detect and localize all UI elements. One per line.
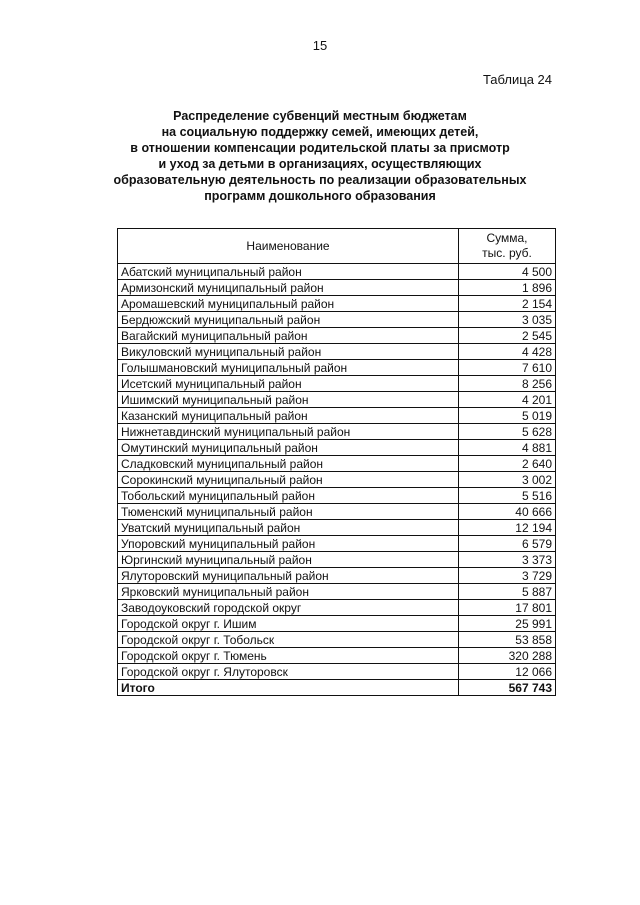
row-sum: 4 500 bbox=[459, 264, 556, 280]
table-row bbox=[118, 648, 556, 664]
row-sum: 2 154 bbox=[459, 296, 556, 312]
row-name: Тюменский муниципальный район bbox=[118, 504, 459, 520]
row-name: Ялуторовский муниципальный район bbox=[118, 568, 459, 584]
table-row bbox=[118, 408, 556, 424]
table-row bbox=[118, 536, 556, 552]
row-sum: 25 991 bbox=[459, 616, 556, 632]
row-sum: 2 640 bbox=[459, 456, 556, 472]
row-name: Городской округ г. Тобольск bbox=[118, 632, 459, 648]
table-row bbox=[118, 632, 556, 648]
table-label: Таблица 24 bbox=[482, 72, 552, 87]
table-row bbox=[118, 296, 556, 312]
table-row bbox=[118, 664, 556, 680]
row-name: Омутинский муниципальный район bbox=[118, 440, 459, 456]
table-row bbox=[118, 328, 556, 344]
row-sum: 5 628 bbox=[459, 424, 556, 440]
row-name: Юргинский муниципальный район bbox=[118, 552, 459, 568]
row-name: Городской округ г. Тюмень bbox=[118, 648, 459, 664]
table-body bbox=[118, 264, 556, 680]
row-name: Викуловский муниципальный район bbox=[118, 344, 459, 360]
total-label: Итого bbox=[118, 680, 459, 696]
header-sum bbox=[459, 229, 556, 264]
row-sum: 1 896 bbox=[459, 280, 556, 296]
table-row bbox=[118, 552, 556, 568]
row-sum: 4 881 bbox=[459, 440, 556, 456]
row-sum: 3 373 bbox=[459, 552, 556, 568]
row-name: Вагайский муниципальный район bbox=[118, 328, 459, 344]
row-sum: 5 887 bbox=[459, 584, 556, 600]
row-sum: 320 288 bbox=[459, 648, 556, 664]
total-row bbox=[118, 680, 556, 696]
title-line: в отношении компенсации родительской платы за присмотр bbox=[130, 141, 510, 155]
table-row bbox=[118, 392, 556, 408]
title-line: программ дошкольного образования bbox=[204, 189, 436, 203]
row-sum: 53 858 bbox=[459, 632, 556, 648]
row-sum: 4 201 bbox=[459, 392, 556, 408]
table-row bbox=[118, 376, 556, 392]
subvention-table bbox=[117, 228, 556, 696]
row-name: Исетский муниципальный район bbox=[118, 376, 459, 392]
row-name: Заводоуковский городской округ bbox=[118, 600, 459, 616]
header-sum-line1: Сумма, bbox=[486, 231, 528, 245]
table-row bbox=[118, 280, 556, 296]
row-sum: 7 610 bbox=[459, 360, 556, 376]
table-row bbox=[118, 600, 556, 616]
row-sum: 17 801 bbox=[459, 600, 556, 616]
table-row bbox=[118, 488, 556, 504]
row-name: Упоровский муниципальный район bbox=[118, 536, 459, 552]
title-line: Распределение субвенций местным бюджетам bbox=[173, 109, 467, 123]
table-row bbox=[118, 344, 556, 360]
row-name: Сладковский муниципальный район bbox=[118, 456, 459, 472]
row-name: Нижнетавдинский муниципальный район bbox=[118, 424, 459, 440]
row-sum: 5 516 bbox=[459, 488, 556, 504]
row-sum: 5 019 bbox=[459, 408, 556, 424]
row-sum: 40 666 bbox=[459, 504, 556, 520]
header-sum-line2: тыс. руб. bbox=[482, 246, 532, 260]
row-sum: 4 428 bbox=[459, 344, 556, 360]
row-sum: 12 194 bbox=[459, 520, 556, 536]
page-number: 15 bbox=[312, 38, 328, 53]
table-header-row bbox=[118, 229, 556, 264]
table-row bbox=[118, 520, 556, 536]
table-row bbox=[118, 456, 556, 472]
table-row bbox=[118, 504, 556, 520]
row-name: Сорокинский муниципальный район bbox=[118, 472, 459, 488]
row-name: Городской округ г. Ялуторовск bbox=[118, 664, 459, 680]
row-name: Тобольский муниципальный район bbox=[118, 488, 459, 504]
header-name: Наименование bbox=[118, 229, 459, 264]
row-name: Армизонский муниципальный район bbox=[118, 280, 459, 296]
table-row bbox=[118, 568, 556, 584]
table-row bbox=[118, 472, 556, 488]
table-row bbox=[118, 312, 556, 328]
row-name: Голышмановский муниципальный район bbox=[118, 360, 459, 376]
table-row bbox=[118, 360, 556, 376]
row-name: Бердюжский муниципальный район bbox=[118, 312, 459, 328]
row-name: Ишимский муниципальный район bbox=[118, 392, 459, 408]
table-row bbox=[118, 424, 556, 440]
table-row bbox=[118, 440, 556, 456]
title-line: и уход за детьми в организациях, осуществляющих bbox=[158, 157, 482, 171]
title-line: на социальную поддержку семей, имеющих детей, bbox=[161, 125, 479, 139]
row-sum: 12 066 bbox=[459, 664, 556, 680]
row-name: Ярковский муниципальный район bbox=[118, 584, 459, 600]
title-line: образовательную деятельность по реализации образовательных bbox=[113, 173, 527, 187]
table-row bbox=[118, 616, 556, 632]
row-sum: 3 035 bbox=[459, 312, 556, 328]
row-sum: 3 729 bbox=[459, 568, 556, 584]
row-name: Казанский муниципальный район bbox=[118, 408, 459, 424]
row-sum: 8 256 bbox=[459, 376, 556, 392]
row-name: Уватский муниципальный район bbox=[118, 520, 459, 536]
row-sum: 6 579 bbox=[459, 536, 556, 552]
total-sum: 567 743 bbox=[459, 680, 556, 696]
table-row bbox=[118, 264, 556, 280]
row-sum: 2 545 bbox=[459, 328, 556, 344]
row-name: Аромашевский муниципальный район bbox=[118, 296, 459, 312]
document-title bbox=[90, 108, 550, 204]
table-row bbox=[118, 584, 556, 600]
row-name: Городской округ г. Ишим bbox=[118, 616, 459, 632]
row-sum: 3 002 bbox=[459, 472, 556, 488]
row-name: Абатский муниципальный район bbox=[118, 264, 459, 280]
